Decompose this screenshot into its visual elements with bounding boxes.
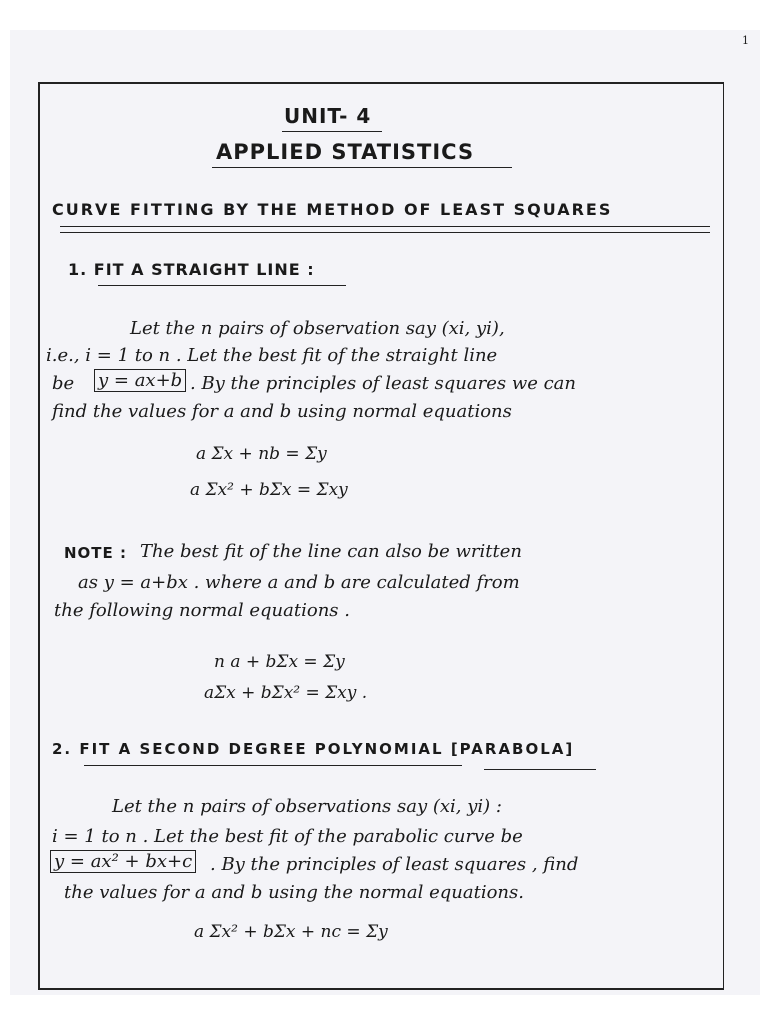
note-line-1: The best fit of the line can also be written	[140, 541, 522, 562]
sec2-heading: 2. FIT A SECOND DEGREE POLYNOMIAL [PARABOLA]	[52, 740, 575, 758]
title-underline	[212, 167, 512, 168]
note-label: NOTE :	[64, 544, 128, 562]
sec2-parabola-underline	[484, 769, 596, 770]
sec2-line-2: i = 1 to n . Let the best fit of the parabolic curve be	[52, 826, 523, 847]
sec1-line-3a: be	[52, 373, 75, 394]
section-heading: CURVE FITTING BY THE METHOD OF LEAST SQUARES	[52, 200, 613, 219]
sec1-normal-eq-1: a Σx + nb = Σy	[196, 444, 327, 464]
note-line-2: as y = a+bx . where a and b are calculated from	[78, 572, 520, 593]
unit-title: UNIT- 4	[284, 104, 372, 128]
sec1-boxed-equation: y = ax+b	[94, 369, 186, 392]
note-normal-eq-2: aΣx + bΣx² = Σxy .	[204, 683, 368, 703]
sec1-line-2: i.e., i = 1 to n . Let the best fit of the straight line	[46, 345, 498, 366]
sec2-line-1: Let the n pairs of observations say (xi, yi) :	[112, 796, 502, 817]
section-underline-1	[60, 226, 710, 227]
sec2-line-3b: . By the principles of least squares , find	[210, 854, 579, 875]
sec1-underline	[98, 285, 346, 286]
sec1-line-3b: . By the principles of least squares we can	[190, 373, 577, 394]
sec1-heading: 1. FIT A STRAIGHT LINE :	[68, 260, 315, 279]
note-normal-eq-1: n a + bΣx = Σy	[214, 652, 345, 672]
note-line-3: the following normal equations .	[54, 600, 350, 621]
sec1-line-1: Let the n pairs of observation say (xi, yi),	[130, 318, 505, 339]
sec1-line-4: find the values for a and b using normal equations	[52, 401, 512, 422]
sec1-normal-eq-2: a Σx² + bΣx = Σxy	[190, 480, 348, 500]
page-title: APPLIED STATISTICS	[216, 140, 475, 164]
sec2-boxed-equation: y = ax² + bx+c	[50, 850, 196, 873]
sec2-underline	[84, 765, 462, 766]
unit-underline	[282, 131, 382, 132]
section-underline-2	[60, 232, 710, 233]
sec2-line-4: the values for a and b using the normal equations.	[64, 882, 524, 903]
page-number: 1	[742, 34, 749, 47]
sec2-normal-eq-1: a Σx² + bΣx + nc = Σy	[194, 922, 388, 942]
